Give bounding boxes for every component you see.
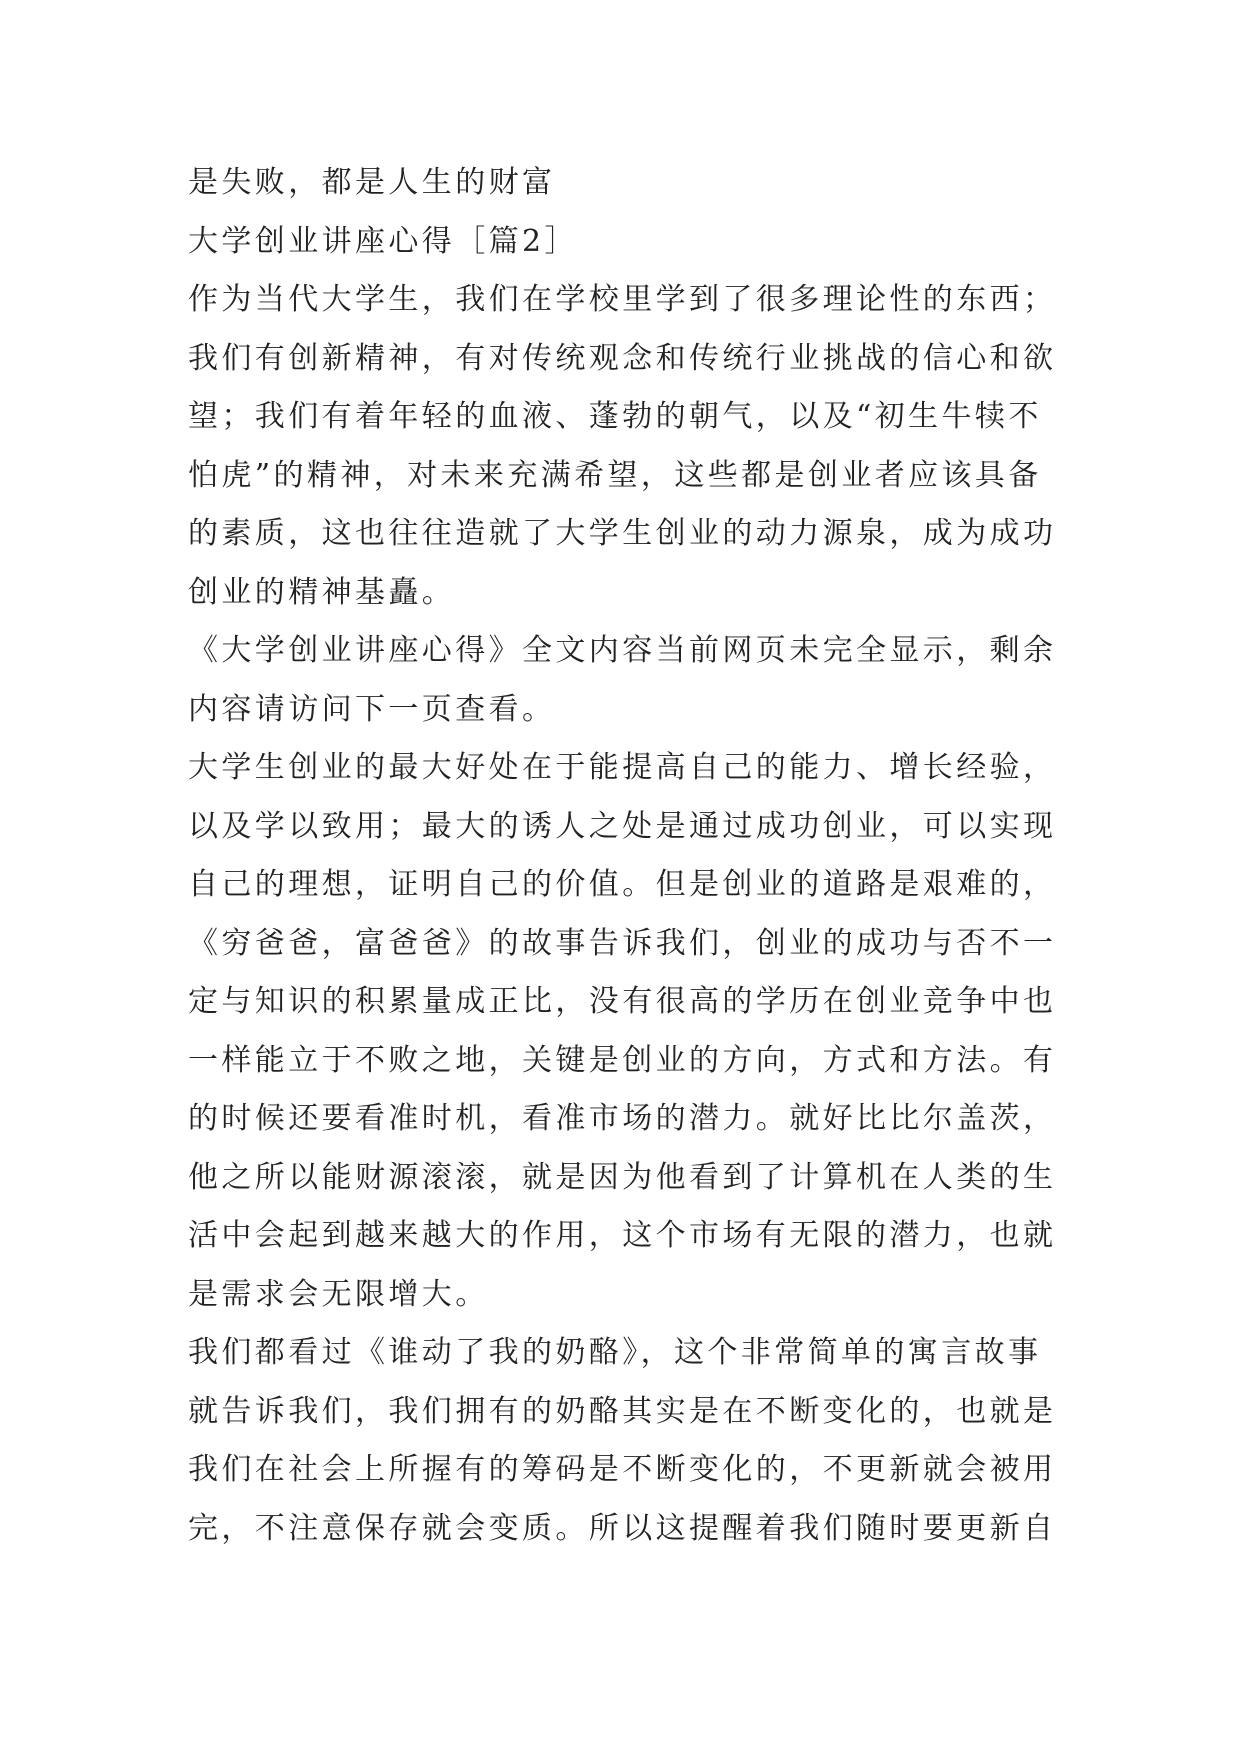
text-line: 活中会起到越来越大的作用，这个市场有无限的潜力，也就 (188, 1218, 1057, 1253)
text-line: 我们在社会上所握有的筹码是不断变化的，不更新就会被用 (188, 1452, 1057, 1487)
text-line: 怕虎”的精神，对未来充满希望，这些都是创业者应该具备 (188, 457, 1042, 493)
text-line: 大学生创业的最大好处在于能提高自己的能力、增长经验， (188, 750, 1057, 785)
text-line: 的素质，这也往往造就了大学生创业的动力源泉，成为成功 (188, 516, 1057, 551)
text-line: 完，不注意保存就会变质。所以这提醒着我们随时要更新自 (188, 1510, 1057, 1546)
section-heading: 大学创业讲座心得［篇2］ (188, 223, 578, 259)
text-line: 的时候还要看准时机，看准市场的潜力。就好比比尔盖茨， (188, 1101, 1057, 1136)
text-line: 是需求会无限增大。 (188, 1276, 489, 1312)
text-line: 作为当代大学生，我们在学校里学到了很多理论性的东西； (188, 282, 1057, 317)
text-line: 我们有创新精神，有对传统观念和传统行业挑战的信心和欲 (188, 340, 1057, 376)
text-line: 以及学以致用；最大的诱人之处是通过成功创业，可以实现 (188, 808, 1057, 844)
text-line: 内容请访问下一页查看。 (188, 691, 556, 727)
text-line: 他之所以能财源滚滚，就是因为他看到了计算机在人类的生 (188, 1159, 1057, 1195)
text-line: 是失败，都是人生的财富 (188, 165, 556, 200)
text-line: 自己的理想，证明自己的价值。但是创业的道路是艰难的， (188, 867, 1057, 902)
text-line: 就告诉我们，我们拥有的奶酪其实是在不断变化的，也就是 (188, 1393, 1057, 1429)
document-body (188, 154, 1093, 1558)
text-line: 创业的精神基矗。 (188, 574, 456, 610)
text-line: 定与知识的积累量成正比，没有很高的学历在创业竞争中也 (188, 984, 1057, 1019)
text-line: 望；我们有着年轻的血液、蓬勃的朝气，以及“初生牛犊不 (188, 399, 1042, 434)
text-line: 《大学创业讲座心得》全文内容当前网页未完全显示，剩余 (188, 633, 1057, 668)
text-line: 《穷爸爸，富爸爸》的故事告诉我们，创业的成功与否不一 (188, 925, 1057, 961)
text-line: 一样能立于不败之地，关键是创业的方向，方式和方法。有 (188, 1042, 1057, 1078)
text-line: 我们都看过《谁动了我的奶酪》，这个非常简单的寓言故事 (188, 1335, 1042, 1370)
